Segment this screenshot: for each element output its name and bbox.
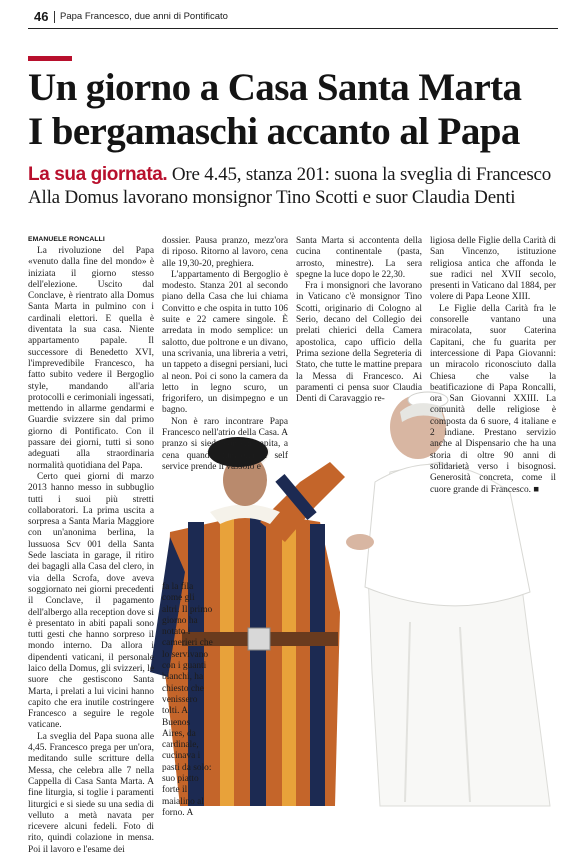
kicker: La sua giornata.	[28, 164, 168, 185]
article-column-2-continuation: fa la fila come gli altri. Il primo giorno ha notato i camerieri che lo servivano con i guanti bianchi, ha chiesto che venissero tolti. A Buenos Aires, da cardinale, cucinava i pasti da solo: suo piatto forte il maialino al forno. A	[162, 582, 213, 818]
paragraph: Fra i monsignori che lavorano in Vaticano c'è monsignor Tino Scotti, originario di Cologno al Serio, decano del Collegio dei prelati chierici della Camera apostolica, capo ufficio della Prima sezione della Segreteria di Stato, che tutte le mattine prepara la Messa di Francesco. Ai paramenti ci pensa suor Claudia Denti di Caravaggio re-	[296, 281, 422, 405]
subheadline-line-2: Alla Domus lavorano monsignor Tino Scotti e suor Claudia Denti	[28, 187, 516, 208]
page-number: 46	[34, 9, 49, 24]
article-column-2	[162, 236, 288, 536]
paragraph: L'appartamento di Bergoglio è modesto. Stanza 201 al secondo piano della Casa che lui chiama Convitto e che ospita in tutto 106 suite e 22 camere singole. È arredata in modo semplice: un salotto, due poltrone e un divano, una scrivania, una libreria a vetri, un tappeto a disegni persiani, luci al neon. Poi ci sono la camera da letto in legno scuro, un frigorifero, un disimpegno e un bagno.	[162, 269, 289, 416]
subheadline-text: Ore 4.45, stanza 201: suona la sveglia di Francesco	[171, 164, 552, 185]
paragraph: Santa Marta si accontenta della cucina continentale (pasta, arrosto, minestre). La sera spegne la luce dopo le 22,30.	[296, 236, 422, 280]
article-column-1	[28, 246, 154, 855]
headline-line-1: Un giorno a Casa Santa Marta	[28, 66, 522, 109]
paragraph: ligiosa delle Figlie della Carità di San Vincenzo, istituzione religiosa antica che affonda le sue radici nel XVII secolo, presenti in Vaticano dal 1884, per volere di Papa Leone XIII.	[430, 236, 556, 303]
subheadline-line-1	[28, 164, 568, 186]
paragraph: Le Figlie della Carità fra le consorelle vantano una miracolata, suor Caterina Capitani, che fu guarita per intercessione di Papa Giovanni: un miracolo riconosciuto dalla Chiesa che valse la beatificazione di Papa Roncalli, ora San Giovanni XXIII. La comunità delle religiose è composta da 6 suore, 4 italiane e 2 indiane. Prestano servizio anche al Dispensario che ha una storia di oltre 90 anni di solidarietà verso i bisognosi. Generosità concreta, come il cuore grande di Francesco. ■	[430, 303, 556, 495]
paragraph: Certo quei giorni di marzo 2013 hanno messo in subbuglio tutti i suoi più stretti collaboratori. La prima uscita a sorpresa a Santa Maria Maggiore con un'anonima berlina, la lussuosa Scv 001 della Santa Sede lasciata in garage, il ritiro dei bagagli alla Casa del clero, in via della Scrofa, dove aveva soggiornato nei giorni precedenti il Conclave, il pagamento dell'albergo alla reception dove si è presentato in abiti papali sono tutti gesti che hanno sorpreso il mondo interno. Da allora i dipendenti vaticani, il personale laico della Domus, gli svizzeri, le suore che gestiscono Santa Marta, i prelati a lui vicini hanno capito che era inutile costringere Francesco a seguire le regole vaticane.	[28, 471, 154, 731]
accent-bar	[28, 56, 72, 61]
paragraph: Non è raro incontrare Papa Francesco nell'atrio della Casa. A pranzo si siede con chi capita, a cena quando funziona il self service prende il vassoio e	[162, 416, 288, 472]
article-column-4	[430, 236, 556, 506]
article-column-3	[296, 236, 422, 436]
header-divider	[54, 11, 55, 23]
section-title: Papa Francesco, due anni di Pontificato	[60, 11, 228, 22]
paragraph: dossier. Pausa pranzo, mezz'ora di riposo. Ritorno al lavoro, cena alle 19,30-20, preghiera.	[162, 236, 288, 269]
headline-line-2: I bergamaschi accanto al Papa	[28, 110, 520, 153]
byline: EMANUELE RONCALLI	[28, 236, 105, 243]
paragraph: La sveglia del Papa suona alle 4,45. Francesco prega per un'ora, meditando sulle scritture della Messa, che celebra alle 7 nella Cappella di Casa Santa Marta. A fine liturgia, si toglie i paramenti liturgici e si siede su una sedia di velluto a metà navata per ricevere alcuni fedeli. Foto di rito, quindi colazione in mensa. Poi il lavoro e l'esame dei	[28, 731, 154, 855]
paragraph: La rivoluzione del Papa «venuto dalla fine del mondo» è iniziata il giorno stesso dell'elezione. Uscito dal Conclave, è rientrato alla Domus Santa Marta in pulmino con i cardinali elettori. E quella è diventata la sua casa. Niente appartamento papale. Il successore di Benedetto XVI, l'imprevedibile Francesco, ha fatto subito vedere il Bergoglio style, mandando all'aria protocolli e cerimoniali ingessati, mettendo in allarme gendarmi e Guardie svizzere sin dal primo giorno di Pontificato. Con il passare dei giorni, tutti si sono adeguati alla straordinaria normalità quotidiana del Papa.	[28, 246, 154, 471]
page-header	[28, 6, 558, 29]
